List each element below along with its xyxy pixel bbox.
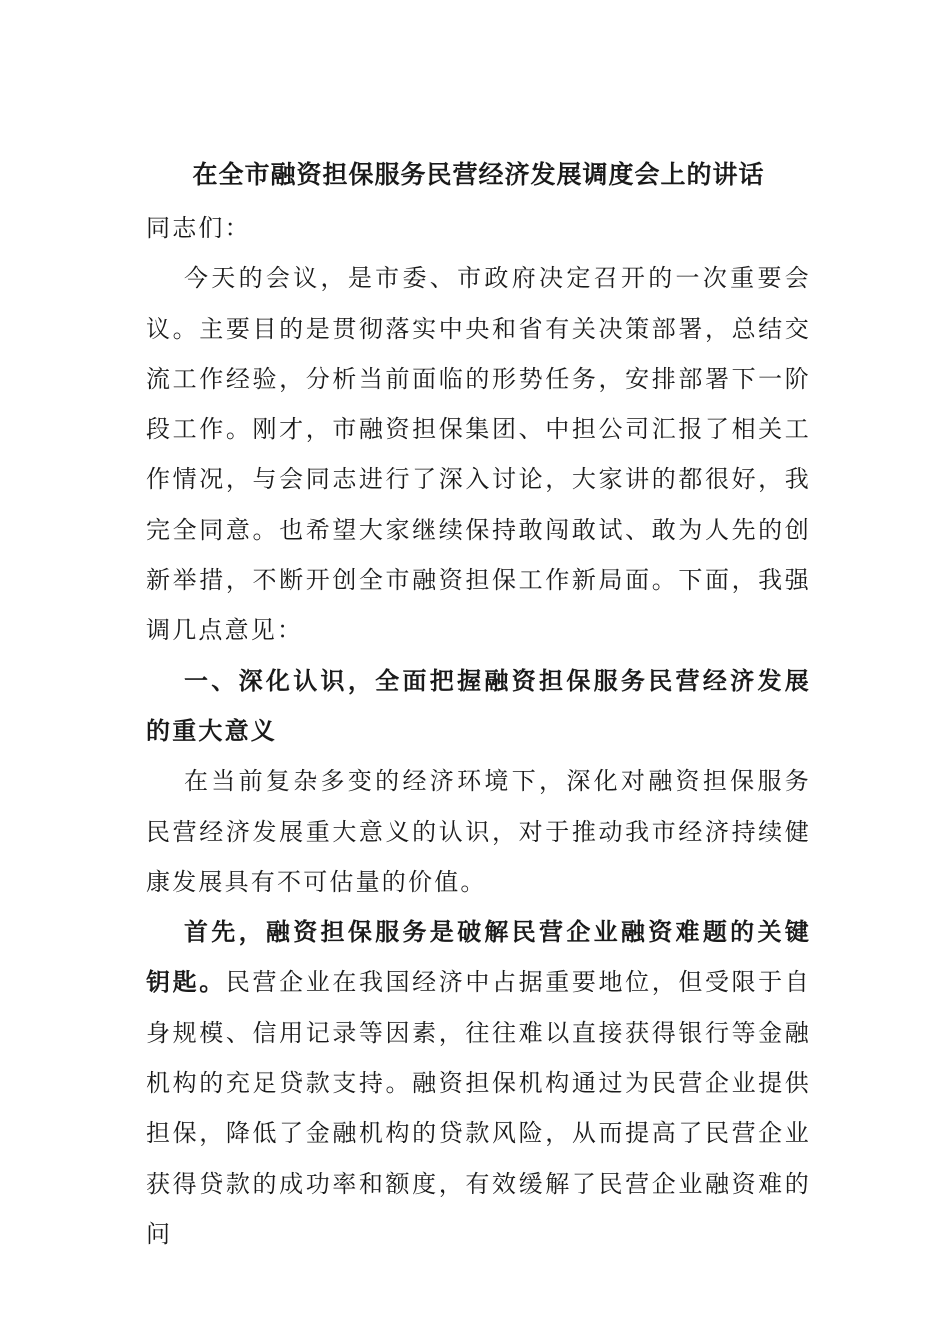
document-page: [146, 155, 811, 1259]
section-heading-1: 一、深化认识，全面把握融资担保服务民营经济发展的重大意义: [146, 665, 811, 745]
document-title: 在全市融资担保服务民营经济发展调度会上的讲话: [192, 160, 765, 189]
point-1-lead: 首先，融资担保服务是破解民营企业融资难题的关键钥匙。: [146, 917, 811, 997]
point-1-body: 民营企业在我国经济中占据重要地位，但受限于自身规模、信用记录等因素，往往难以直接获得银行等金融机构的充足贷款支持。融资担保机构通过为民营企业提供担保，降低了金融机构的贷款风险，从而提高了民营企业获得贷款的成功率和额度，有效缓解了民营企业融资难的问: [146, 968, 811, 1248]
section-1-paragraph: 在当前复杂多变的经济环境下，深化对融资担保服务民营经济发展重大意义的认识，对于推动我市经济持续健康发展具有不可估量的价值。: [146, 767, 811, 896]
greeting: 同志们：: [146, 214, 251, 242]
intro-paragraph: 今天的会议，是市委、市政府决定召开的一次重要会议。主要目的是贯彻落实中央和省有关决策部署，总结交流工作经验，分析当前面临的形势任务，安排部署下一阶段工作。刚才，市融资担保集团、中担公司汇报了相关工作情况，与会同志进行了深入讨论，大家讲的都很好，我完全同意。也希望大家继续保持敢闯敢试、敢为人先的创新举措，不断开创全市融资担保工作新局面。下面，我强调几点意见：: [146, 264, 811, 645]
point-1-paragraph: [146, 907, 811, 1259]
